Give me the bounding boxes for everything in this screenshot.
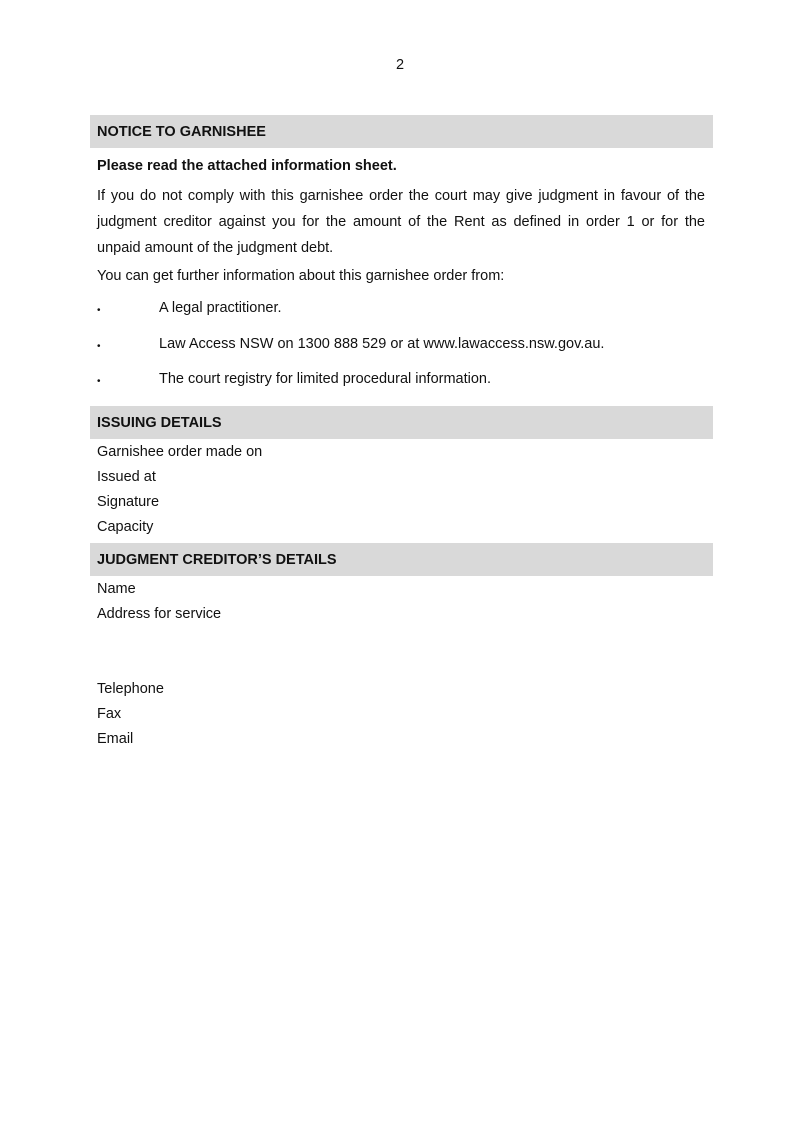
notice-section-header: NOTICE TO GARNISHEE [90,115,713,148]
field-label-issued-at: Issued at [97,469,156,485]
list-item [97,370,705,390]
issuing-section-header: ISSUING DETAILS [90,406,713,439]
list-item-text: A legal practitioner. [159,300,282,316]
info-intro-text: You can get further information about this garnishee order from: [97,268,505,284]
field-label-capacity: Capacity [97,519,154,535]
list-item-text: The court registry for limited procedural information. [159,371,492,387]
list-item-text: Law Access NSW on 1300 888 529 or at www.lawaccess.nsw.gov.au. [159,335,605,352]
field-label-email: Email [97,731,134,747]
field-label-order-made-on: Garnishee order made on [97,444,263,460]
info-source-list [97,299,705,390]
document-body [90,115,713,748]
issuing-fields [90,443,713,543]
list-item [97,335,705,355]
field-label-fax: Fax [97,706,122,722]
field-label-signature: Signature [97,494,160,510]
bullet-icon: • [97,305,101,316]
creditor-section-header: JUDGMENT CREDITOR’S DETAILS [90,543,713,576]
instruction-text: Please read the attached information sheet. [97,158,397,174]
list-item [97,299,705,319]
creditor-fields [90,580,713,748]
bullet-icon: • [97,376,101,387]
field-label-address: Address for service [97,606,222,622]
warning-paragraph: If you do not comply with this garnishee order the court may give judgment in favour of the judgment creditor against you for the amount of the Rent as defined in order 1 or for the unpaid amount of the judgment debt. [97,188,705,256]
page-number: 2 [395,57,405,73]
field-label-telephone: Telephone [97,681,164,697]
notice-section-body [90,157,713,406]
bullet-icon: • [97,340,101,352]
field-label-name: Name [97,581,136,597]
